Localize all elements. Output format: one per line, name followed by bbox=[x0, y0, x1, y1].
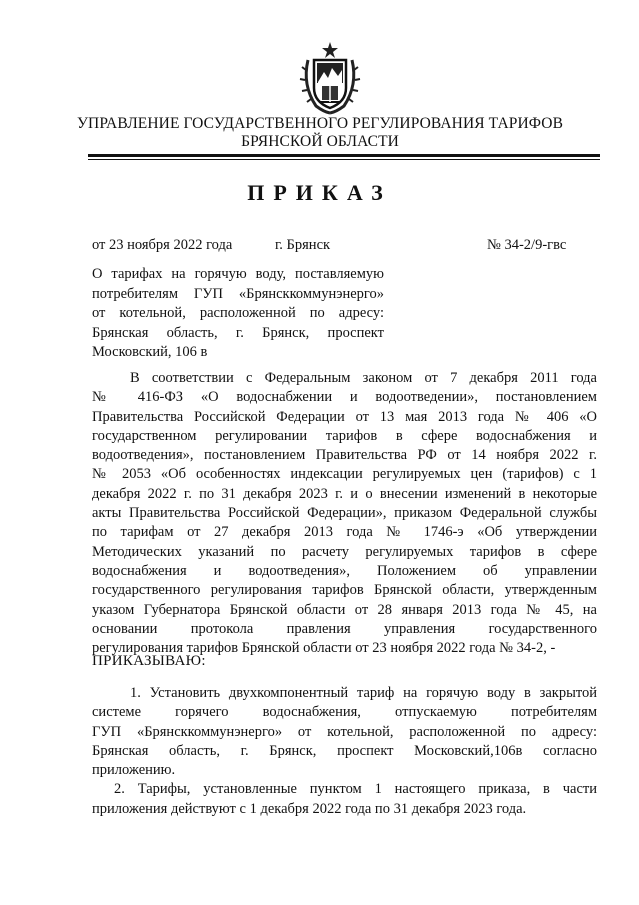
preamble-line: № 2053 «Об особенностях индексации регулируемых цен (тарифов) с 1 bbox=[92, 466, 597, 483]
subject-line: от котельной, расположенной по адресу: bbox=[92, 305, 384, 322]
subject-line: О тарифах на горячую воду, поставляемую bbox=[92, 266, 384, 282]
preamble-line: водоснабжения и водоотведения», Положением об управлении bbox=[92, 562, 597, 579]
preamble-line: Методических указаний по расчету регулируемых тарифов в сфере bbox=[92, 543, 597, 560]
preamble-line: регулирования тарифов Брянской области от 23 ноября 2022 года № 34-2, - bbox=[92, 640, 556, 657]
preamble-line: декабря 2022 г. по 31 декабря 2023 г. и о внесении изменений в некоторые bbox=[92, 485, 597, 502]
order-directive: ПРИКАЗЫВАЮ: bbox=[92, 653, 206, 669]
order-number: № 34-2/9-гвс bbox=[487, 237, 567, 253]
preamble-line: акты Правительства Российской Федерации», приказом Федеральной службы bbox=[92, 505, 597, 522]
order-city: г. Брянск bbox=[275, 237, 331, 253]
document-title: ПРИКАЗ bbox=[247, 180, 392, 205]
preamble-line: по тарифам от 27 декабря 2013 года № 1746-э «Об утверждении bbox=[92, 524, 597, 541]
subject-line: Брянская область, г. Брянск, проспект bbox=[92, 324, 384, 341]
preamble-line: государственного регулирования тарифов Брянской области, утвержденным bbox=[92, 582, 597, 599]
item1-line: 1. Установить двухкомпонентный тариф на горячую воду в закрытой bbox=[130, 685, 597, 701]
subject-line: потребителям ГУП «Брянсккоммунэнерго» bbox=[92, 285, 384, 302]
item1-line: Брянская область, г. Брянск, проспект Московский,106в согласно bbox=[92, 742, 597, 759]
preamble-line: Правительства Российской Федерации от 13 мая 2013 года № 406 «О bbox=[92, 408, 597, 425]
preamble-line: основании протокола правления управления государственного bbox=[92, 620, 597, 637]
header-divider-thick bbox=[88, 154, 600, 157]
preamble-line: указом Губернатора Брянской области от 28 января 2013 года № 45, на bbox=[92, 601, 597, 618]
organization-name-line2: БРЯНСКОЙ ОБЛАСТИ bbox=[241, 133, 399, 150]
header-divider-thin bbox=[88, 159, 600, 160]
order-date: от 23 ноября 2022 года bbox=[92, 237, 233, 253]
order-subject bbox=[92, 265, 384, 363]
preamble-line: водоотведения», постановлением Правительства РФ от 14 ноября 2022 г. bbox=[92, 447, 597, 464]
subject-line: Московский, 106 в bbox=[92, 344, 208, 361]
item1-line: приложению. bbox=[92, 762, 176, 779]
item2-line: 2. Тарифы, установленные пунктом 1 настоящего приказа, в части bbox=[114, 781, 597, 798]
item2-line: приложения действуют с 1 декабря 2022 года по 31 декабря 2023 года. bbox=[92, 800, 527, 817]
preamble-line: В соответствии с Федеральным законом от 7 декабря 2011 года bbox=[130, 370, 597, 386]
preamble-line: государственном регулировании тарифов в сфере водоснабжения и bbox=[92, 427, 597, 444]
item1-line: ГУП «Брянсккоммунэнерго» от котельной, расположенной по адресу: bbox=[92, 723, 597, 740]
bryansk-coat-of-arms-icon bbox=[298, 40, 362, 116]
order-items bbox=[92, 684, 597, 819]
preamble-line: № 416-ФЗ «О водоснабжении и водоотведении», постановлением bbox=[92, 389, 597, 406]
preamble-paragraph bbox=[92, 369, 597, 658]
organization-name-line1: УПРАВЛЕНИЕ ГОСУДАРСТВЕННОГО РЕГУЛИРОВАНИЯ ТАРИФОВ bbox=[76, 115, 564, 132]
item1-line: системе горячего водоснабжения, отпускаемую потребителям bbox=[92, 704, 597, 721]
